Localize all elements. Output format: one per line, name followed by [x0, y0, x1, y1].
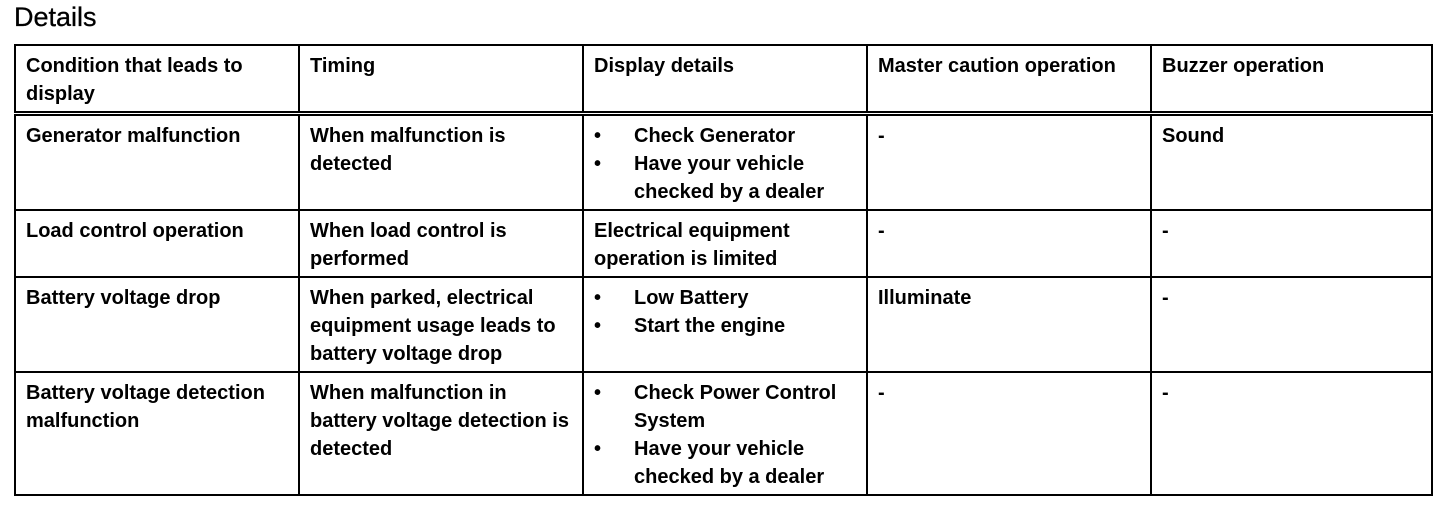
timing-cell: When malfunction in battery voltage detection is detected	[299, 372, 583, 495]
master-caution-cell: -	[867, 114, 1151, 211]
table-row	[15, 277, 1432, 372]
header-master-caution: Master caution operation	[867, 45, 1151, 114]
display-message-list	[594, 284, 856, 340]
master-caution-cell: -	[867, 210, 1151, 277]
condition-cell: Battery voltage drop	[15, 277, 299, 372]
display-message: • Have your vehicle checked by a dealer	[594, 150, 856, 206]
display-details-cell	[583, 372, 867, 495]
header-condition: Condition that leads to display	[15, 45, 299, 114]
details-table	[14, 44, 1433, 496]
table-header-row	[15, 45, 1432, 114]
section-heading: Details	[14, 2, 97, 32]
condition-cell: Battery voltage detection malfunction	[15, 372, 299, 495]
timing-cell: When malfunction is detected	[299, 114, 583, 211]
bullet: •	[594, 315, 602, 337]
timing-cell: When parked, electrical equipment usage leads to battery voltage drop	[299, 277, 583, 372]
bullet: •	[594, 153, 602, 175]
table-row	[15, 372, 1432, 495]
bullet: •	[594, 287, 602, 309]
display-message-list	[594, 122, 856, 206]
buzzer-cell: -	[1151, 210, 1432, 277]
master-caution-cell: -	[867, 372, 1151, 495]
condition-cell: Load control operation	[15, 210, 299, 277]
display-message: • Check Power Control System	[594, 379, 856, 435]
bullet: •	[594, 125, 602, 147]
display-message: • Check Generator	[594, 122, 856, 150]
header-buzzer: Buzzer operation	[1151, 45, 1432, 114]
master-caution-cell: Illuminate	[867, 277, 1151, 372]
bullet: •	[594, 438, 602, 460]
display-details-cell	[583, 277, 867, 372]
bullet: •	[594, 382, 602, 404]
condition-cell: Generator malfunction	[15, 114, 299, 211]
header-timing: Timing	[299, 45, 583, 114]
buzzer-cell: -	[1151, 277, 1432, 372]
display-message: • Start the engine	[594, 312, 856, 340]
buzzer-cell: -	[1151, 372, 1432, 495]
display-details-cell: Electrical equipment operation is limited	[583, 210, 867, 277]
timing-cell: When load control is performed	[299, 210, 583, 277]
display-message: • Low Battery	[594, 284, 856, 312]
display-message: • Have your vehicle checked by a dealer	[594, 435, 856, 491]
buzzer-cell: Sound	[1151, 114, 1432, 211]
table-row	[15, 210, 1432, 277]
table-row	[15, 114, 1432, 211]
header-display-details: Display details	[583, 45, 867, 114]
display-details-cell	[583, 114, 867, 211]
display-message-list	[594, 379, 856, 491]
